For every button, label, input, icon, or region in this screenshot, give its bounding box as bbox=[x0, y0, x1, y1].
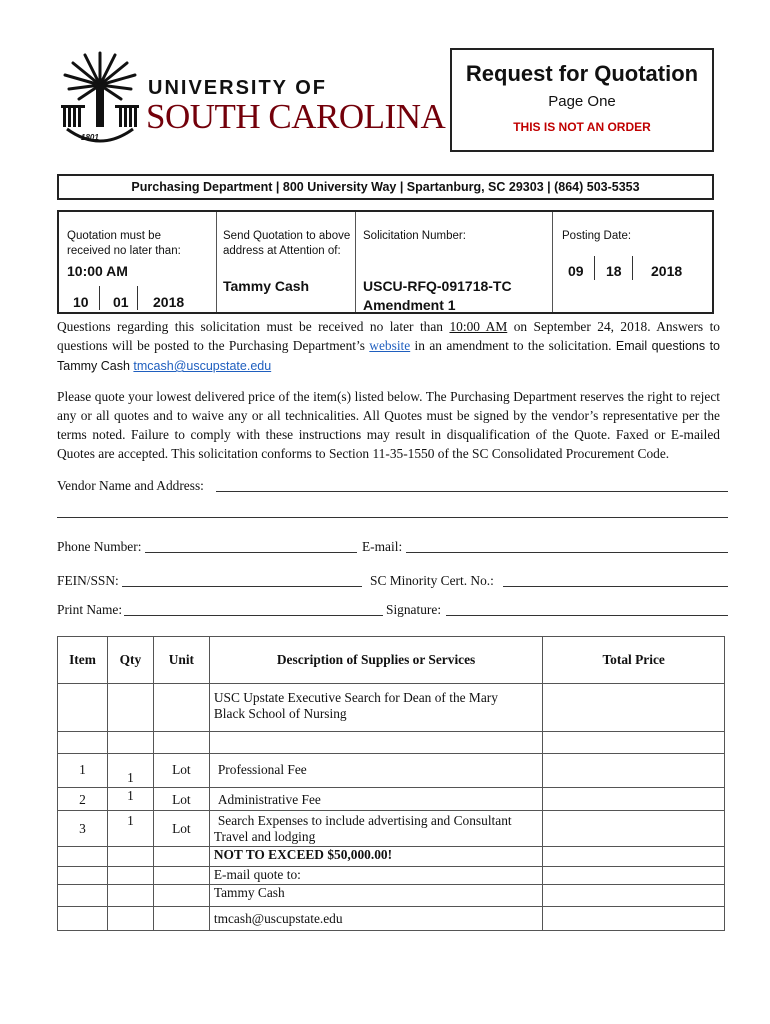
send-quotation-label: Send Quotation to above address at Attention of: bbox=[223, 230, 351, 257]
header-description: Description of Supplies or Services bbox=[209, 637, 542, 684]
table-row bbox=[58, 732, 725, 754]
quotation-deadline-time: 10:00 AM bbox=[67, 263, 128, 279]
email-quote-to-label: E-mail quote to: bbox=[209, 867, 542, 885]
table-row bbox=[58, 867, 725, 885]
total-price-cell[interactable] bbox=[543, 684, 725, 732]
print-name-label: Print Name: bbox=[57, 602, 123, 617]
posting-month: 09 bbox=[568, 263, 584, 279]
email-label: E-mail: bbox=[362, 539, 403, 554]
header-qty: Qty bbox=[107, 637, 153, 684]
quotation-year: 2018 bbox=[153, 294, 185, 310]
fein-ssn-label: FEIN/SSN: bbox=[57, 573, 119, 588]
university-of-text: UNIVERSITY OF bbox=[148, 77, 327, 99]
palmetto-seal-icon bbox=[55, 45, 145, 150]
posting-year: 2018 bbox=[651, 263, 683, 279]
vendor-name-label: Vendor Name and Address: bbox=[57, 478, 204, 493]
questions-deadline-time: 10:00 AM bbox=[449, 319, 508, 334]
rfq-page-label: Page One bbox=[548, 93, 616, 110]
quotation-month: 10 bbox=[73, 294, 89, 310]
vendor-name-field[interactable] bbox=[216, 491, 728, 492]
header-unit: Unit bbox=[153, 637, 209, 684]
print-name-field[interactable] bbox=[124, 615, 383, 616]
header-item: Item bbox=[58, 637, 108, 684]
table-row bbox=[58, 684, 725, 732]
solicitation-number: USCU-RFQ-091718-TC bbox=[363, 278, 512, 294]
posting-date-label: Posting Date: bbox=[562, 230, 632, 242]
table-row: 3 1 Lot Search Expenses to include advertising and Consultant Travel and lodging bbox=[58, 811, 725, 847]
header-total-price: Total Price bbox=[543, 637, 725, 684]
table-row bbox=[58, 907, 725, 931]
instructions-paragraph: Please quote your lowest delivered price of the item(s) listed below. The Purchasing Department reserves the right to reject any or all quotes and to waive any or all technicalities. All Quotes must be signed by the vendor’s representative per the terms noted. Failure to comply with these instructions may result in disqualification of the Quote. Faxed or E-mailed Quotes are accepted. This solicitation conforms to Section 11-35-1550 of the SC Consolidated Procurement Code. bbox=[57, 389, 720, 461]
attention-name: Tammy Cash bbox=[223, 278, 310, 294]
rfq-header-box bbox=[450, 48, 714, 152]
total-price-cell[interactable] bbox=[543, 811, 725, 847]
quotation-deadline-label: Quotation must be received no later than: bbox=[67, 230, 181, 257]
solicitation-info-box bbox=[57, 210, 714, 314]
solicitation-number-label: Solicitation Number: bbox=[363, 230, 466, 242]
questions-paragraph: Questions regarding this solicitation must be received no later than 10:00 AM on September 24, 2018. Answers to questions will be posted to the Purchasing Department’s website in an amendment to the solicitation. Email questions to Tammy Cash tmcash@uscupstate.edu bbox=[57, 319, 721, 373]
table-row: 2 1 Lot Administrative Fee bbox=[58, 788, 725, 811]
rfq-title: Request for Quotation bbox=[465, 61, 699, 86]
solicitation-amendment: Amendment 1 bbox=[363, 297, 456, 313]
intro-description: USC Upstate Executive Search for Dean of the Mary Black School of Nursing bbox=[209, 684, 542, 732]
phone-number-field[interactable] bbox=[145, 552, 357, 553]
signature-field[interactable] bbox=[446, 615, 728, 616]
table-row bbox=[58, 847, 725, 867]
posting-day: 18 bbox=[606, 263, 622, 279]
email-field[interactable] bbox=[406, 552, 728, 553]
minority-cert-field[interactable] bbox=[503, 586, 728, 587]
website-link[interactable]: website bbox=[369, 338, 411, 353]
not-an-order-notice: THIS IS NOT AN ORDER bbox=[513, 120, 651, 134]
minority-cert-label: SC Minority Cert. No.: bbox=[370, 573, 494, 588]
not-to-exceed-note: NOT TO EXCEED $50,000.00! bbox=[209, 847, 542, 867]
seal-year: 1801 bbox=[81, 133, 99, 142]
signature-label: Signature: bbox=[386, 602, 442, 617]
contact-email: tmcash@uscupstate.edu bbox=[209, 907, 542, 931]
department-address-bar: Purchasing Department | 800 University Way | Spartanburg, SC 29303 | (864) 503-5353 bbox=[57, 174, 714, 200]
total-price-cell[interactable] bbox=[543, 788, 725, 811]
questions-email-link[interactable]: tmcash@uscupstate.edu bbox=[133, 359, 272, 373]
south-carolina-text: SOUTH CAROLINA bbox=[146, 97, 446, 136]
items-table bbox=[57, 636, 725, 931]
fein-ssn-field[interactable] bbox=[122, 586, 362, 587]
table-row: 1 1 Lot Professional Fee bbox=[58, 754, 725, 788]
usc-logo bbox=[55, 45, 145, 155]
table-row bbox=[58, 885, 725, 907]
vendor-address-field[interactable] bbox=[57, 517, 728, 518]
total-price-cell[interactable] bbox=[543, 732, 725, 754]
quotation-day: 01 bbox=[113, 294, 129, 310]
phone-number-label: Phone Number: bbox=[57, 539, 142, 554]
total-price-cell[interactable] bbox=[543, 754, 725, 788]
table-header-row bbox=[58, 637, 725, 684]
contact-name: Tammy Cash bbox=[209, 885, 542, 907]
